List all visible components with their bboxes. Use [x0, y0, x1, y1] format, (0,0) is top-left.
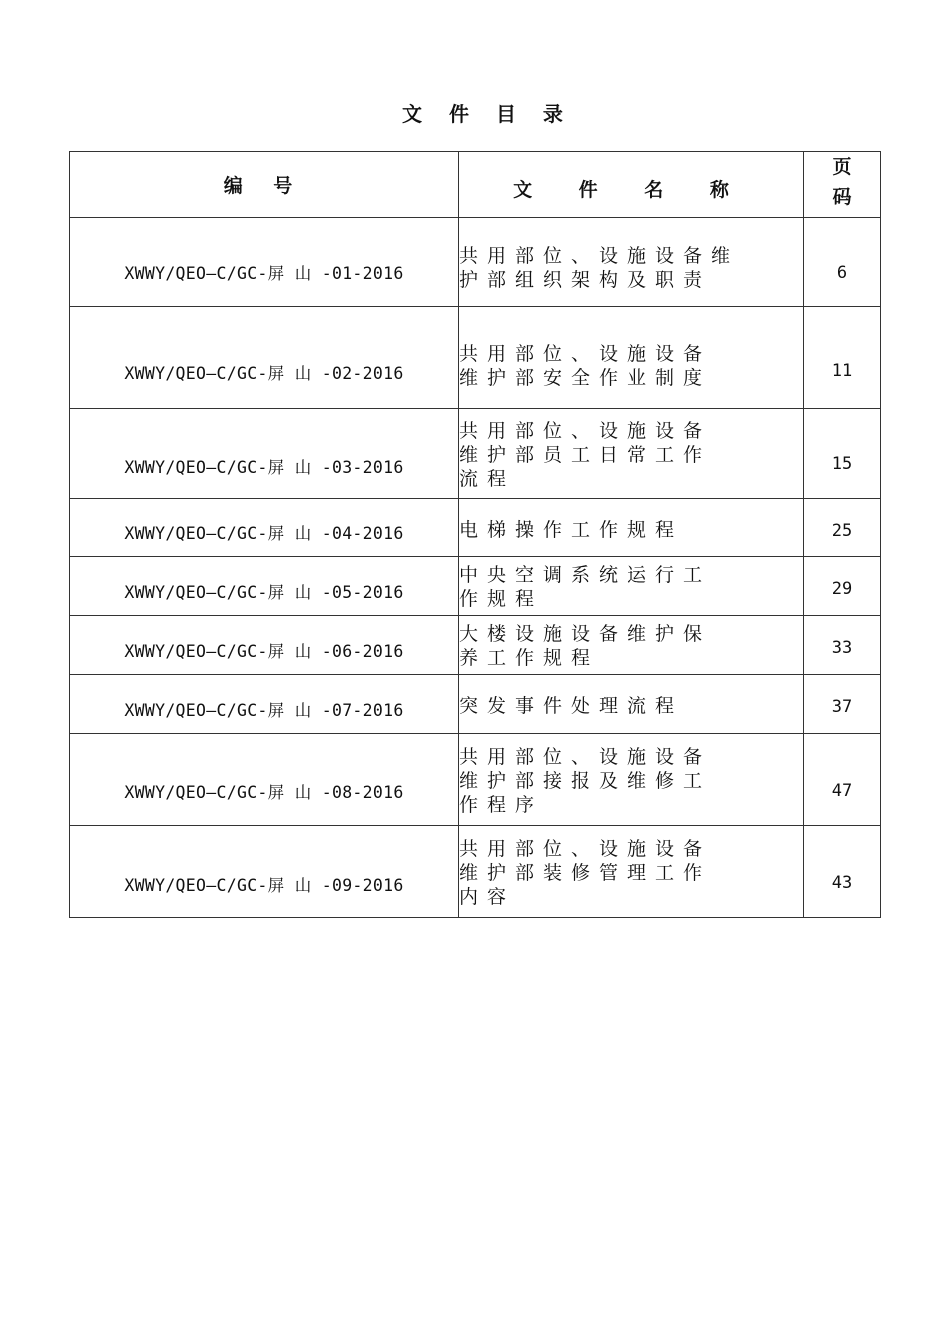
row-name-line: 维护部员工日常工作 [459, 443, 712, 466]
row-page: 25 [804, 499, 881, 557]
row-code: XWWY/QEO—C/GC-屏 山 -04-2016 [70, 499, 459, 557]
header-page-line1: 页 [832, 156, 852, 178]
row-name-line: 作规程 [459, 588, 544, 610]
table-row [70, 675, 881, 734]
header-code: 编 号 [70, 152, 459, 218]
row-name [459, 557, 804, 616]
row-name-line: 共用部位、设施设备 [459, 837, 712, 860]
header-page-line2: 码 [832, 186, 852, 208]
row-name [459, 826, 804, 918]
row-code: XWWY/QEO—C/GC-屏 山 -08-2016 [70, 734, 459, 826]
row-name-line: 养工作规程 [459, 647, 600, 669]
row-page: 11 [804, 307, 881, 409]
table-row [70, 218, 881, 307]
row-name-line: 共用部位、设施设备维 [459, 244, 740, 267]
row-name [459, 616, 804, 675]
row-name-line: 中央空调系统运行工 [459, 564, 712, 586]
toc-table [69, 151, 881, 918]
row-code: XWWY/QEO—C/GC-屏 山 -09-2016 [70, 826, 459, 918]
table-row [70, 499, 881, 557]
row-name-line: 大楼设施设备维护保 [459, 623, 712, 645]
header-page [804, 152, 881, 218]
row-page: 29 [804, 557, 881, 616]
table-row [70, 409, 881, 499]
row-code: XWWY/QEO—C/GC-屏 山 -05-2016 [70, 557, 459, 616]
row-page: 6 [804, 218, 881, 307]
table-row [70, 826, 881, 918]
row-page: 37 [804, 675, 881, 734]
row-name-line: 维护部接报及维修工 [459, 769, 712, 792]
row-code: XWWY/QEO—C/GC-屏 山 -02-2016 [70, 307, 459, 409]
table-row [70, 734, 881, 826]
row-page: 47 [804, 734, 881, 826]
row-name-line: 突发事件处理流程 [459, 695, 684, 717]
row-name [459, 499, 804, 557]
row-code: XWWY/QEO—C/GC-屏 山 -03-2016 [70, 409, 459, 499]
row-name [459, 734, 804, 826]
row-name-line: 共用部位、设施设备 [459, 745, 712, 768]
row-name [459, 409, 804, 499]
row-page: 15 [804, 409, 881, 499]
row-code: XWWY/QEO—C/GC-屏 山 -07-2016 [70, 675, 459, 734]
table-row [70, 557, 881, 616]
row-page: 33 [804, 616, 881, 675]
row-name-line: 内容 [459, 885, 516, 908]
row-name-line: 电梯操作工作规程 [459, 518, 684, 541]
row-name-line: 护部组织架构及职责 [459, 268, 712, 291]
row-name-line: 作程序 [459, 793, 544, 816]
page-title: 文 件 目 录 [402, 102, 573, 126]
row-name-line: 流程 [459, 467, 516, 490]
row-name-line: 维护部安全作业制度 [459, 367, 712, 389]
row-name [459, 675, 804, 734]
header-name: 文 件 名 称 [459, 152, 804, 218]
table-header-row [70, 152, 881, 218]
row-code: XWWY/QEO—C/GC-屏 山 -06-2016 [70, 616, 459, 675]
row-page: 43 [804, 826, 881, 918]
row-name-line: 维护部装修管理工作 [459, 861, 712, 884]
row-name-line: 共用部位、设施设备 [459, 343, 712, 365]
table-body [70, 218, 881, 918]
row-code: XWWY/QEO—C/GC-屏 山 -01-2016 [70, 218, 459, 307]
table-row [70, 307, 881, 409]
table-row [70, 616, 881, 675]
row-name [459, 218, 804, 307]
row-name [459, 307, 804, 409]
row-name-line: 共用部位、设施设备 [459, 419, 712, 442]
